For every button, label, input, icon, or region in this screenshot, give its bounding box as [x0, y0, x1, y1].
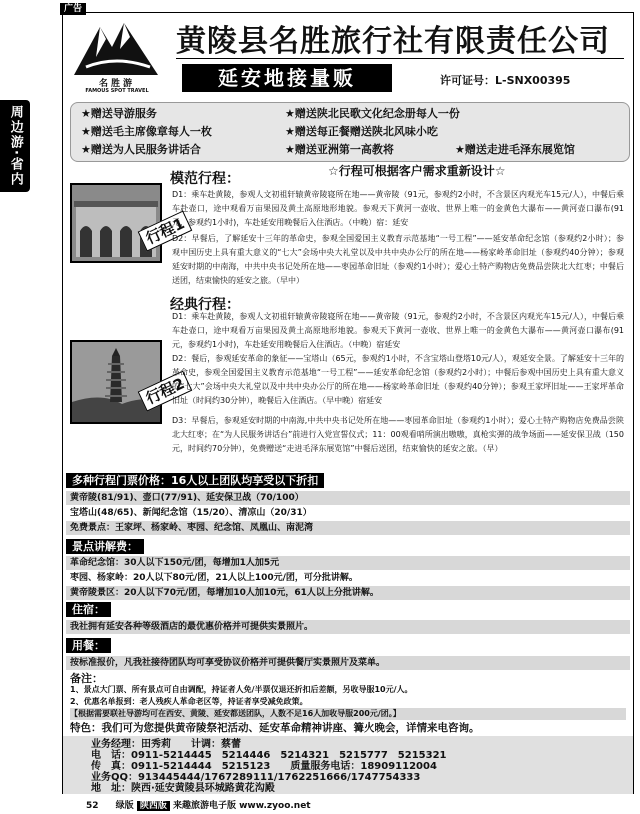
- ad-tag: 广告: [60, 3, 86, 15]
- stay-text: 我社拥有延安各种等级酒店的最优惠价格并可提供实景照片。: [66, 620, 630, 634]
- contact-fax[interactable]: 传 真：0911-5214444 5215123 质量服务电话：18909112004: [91, 761, 437, 772]
- stay-header-text: 住宿：: [66, 602, 111, 617]
- guide-row: 黄帝陵景区：20人以下70元/团，每增加10人加10元，61人以上分批讲解。: [66, 586, 630, 600]
- page-footer: [86, 800, 311, 812]
- plan2-day2: D2：餐后，参观延安革命的象征——宝塔山（65元，参观约1小时，不含宝塔山登塔10元/人），观延安全景。了解延安十三年的革命史，参观全国爱国主义教育示范基地“一号工程”——延安革命纪念馆（参观约2小时）；中餐后参观中国历史上具有重大意义的“七大”会场中央大礼堂以及中共中央办公厅的所在地——杨家岭革命旧址（参观约40分钟）；参观王家坪旧址——王家坪革命旧址（时间约30分钟），晚餐后入住酒店。（早中晚）宿延安: [172, 354, 624, 405]
- promo-item: ★赠送导游服务: [81, 107, 157, 120]
- promo-item: ★赠送走进毛泽东展览馆: [455, 143, 575, 156]
- stay-header: [66, 602, 111, 617]
- plan1-day1: D1：乘车赴黄陵，参观人文初祖轩辕黄帝陵寝所在地——黄帝陵（91元，参观约2小时，不含景区内观光车15元/人），中餐后乘车赴壶口，途中观看万亩果园及黄土高原地形地貌。参观天下黄河一壶收、世界上唯一的金黄色大瀑布——黄河壶口瀑布(91元，参观约1小时)，车赴延安用晚餐后入住酒店。（中晚）宿：延安: [172, 190, 624, 227]
- plan2-title: 经典行程：: [170, 297, 240, 313]
- contact-qq[interactable]: 业务QQ：913445444/1767289111/1762251666/1747754333: [91, 772, 421, 783]
- ticket-row: 黄帝陵(81/91)、壶口(77/91)、延安保卫战（70/100）: [66, 491, 630, 505]
- ticket-row: 免费景点：王家坪、杨家岭、枣园、纪念馆、凤凰山、南泥湾: [66, 521, 630, 535]
- promo-box: [70, 102, 630, 162]
- guide-row: 革命纪念馆：30人以下150元/团，每增加1人加5元: [66, 556, 630, 570]
- remark-item: 1、景点大门票、所有景点可自由调配，持证者人免/半票仅退还折扣后差额，另收导服10元/人。: [70, 685, 413, 694]
- guide-row: 枣园、杨家岭：20人以下80元/团，21人以上100元/团，可分批讲解。: [66, 571, 630, 585]
- logo-name: 名胜游: [98, 79, 135, 89]
- guide-header-text: 景点讲解费：: [66, 539, 144, 554]
- footer-site[interactable]: 来趣旅游电子版 www.zyoo.net: [172, 801, 311, 811]
- footer-label: 陕西版: [137, 801, 170, 811]
- promo-item: ★赠送毛主席像章每人一枚: [81, 125, 212, 138]
- license-number: 许可证号：L-SNX00395: [440, 74, 571, 87]
- contact-managers: 业务经理：田秀莉 计调：蔡蕾: [91, 739, 241, 750]
- remarks-header: 备注：: [70, 672, 103, 685]
- service-banner: 延安地接量贩: [182, 64, 392, 92]
- promo-item: ★赠送每正餐赠送陕北风味小吃: [285, 125, 438, 138]
- plan2-photo: [70, 340, 162, 424]
- contact-phone[interactable]: 电 话：0911-5214445 5214446 5214321 5215777 5215321: [91, 750, 447, 761]
- special-services: 特色：我们可为您提供黄帝陵祭祀活动、延安革命精神讲座、篝火晚会，详情来电咨询。: [70, 722, 480, 734]
- ticket-header: [66, 473, 324, 488]
- meal-text: 按标准报价，凡我社接待团队均可享受协议价格并可提供餐厅实景照片及菜单。: [66, 656, 630, 670]
- section-side-tab[interactable]: 周边游·省内: [0, 100, 30, 192]
- plan2-badge: 行程2: [138, 370, 193, 411]
- contact-address: 地 址：陕西·延安黄陵县环城路黄花沟殿: [91, 783, 275, 794]
- plan2-day3: D3：早餐后，参观延安时期的中南海,中共中央书记处所在地——枣园革命旧址（参观约1小时）；爱心土特产购物店免费品尝陕北大红枣；在“为人民服务讲话台”前进行入党宣誓仪式；11：00观看哨所演出嗷嗷，真枪实弹的战争场面——延安保卫战（150元，时间约70分钟），免费赠送“走进毛泽东展览馆”中餐后送团，结束愉快的延安之旅。（早）: [172, 416, 624, 453]
- promo-item: ★赠送陕北民歌文化纪念册每人一份: [285, 107, 460, 120]
- remark-item: 2、优惠名单报到：老人残疾人革命老区等，持证者享受减免政策。: [70, 697, 308, 706]
- plan2-day1: D1：乘车赴黄陵，参观人文初祖轩辕黄帝陵寝所在地——黄帝陵（91元，参观约2小时，不含景区内观光车15元/人），中餐后乘车赴壶口，途中观看万亩果园及黄土高原地形地貌。参观天下黄河一壶收、世界上唯一的金黄色大瀑布——黄河壶口瀑布(91元，参观约1小时)，车赴延安用晚餐后入住酒店。（中晚）宿延安: [172, 312, 624, 349]
- custom-design-note: ☆行程可根据客户需求重新设计☆: [328, 164, 506, 178]
- logo-en: FAMOUS SPOT TRAVEL: [85, 88, 149, 94]
- guide-header: [66, 539, 144, 554]
- plan1-title: 模范行程：: [170, 171, 240, 187]
- remark-item: 【根据需要联社导游均可在西安、黄陵、延安都送团队，人数不足16人加收导服200元/团。】: [70, 708, 626, 720]
- footer-section: 绿版: [115, 801, 134, 811]
- title-divider: [176, 58, 624, 59]
- plan1-badge: 行程1: [138, 210, 193, 251]
- ticket-row: 宝塔山(48/65)、新闻纪念馆（15/20）、清凉山（20/31）: [66, 506, 630, 520]
- page-number: 52: [86, 801, 99, 811]
- promo-item: ★赠送为人民服务讲话合: [81, 143, 201, 156]
- meal-header-text: 用餐：: [66, 638, 111, 653]
- company-name: 黄陵县名胜旅行社有限责任公司: [176, 24, 610, 59]
- promo-item: ★赠送亚洲第一高教将: [285, 143, 394, 156]
- meal-header: [66, 638, 111, 653]
- contact-box: [63, 736, 633, 794]
- ticket-header-text: 多种行程门票价格：16人以上团队均享受以下折扣: [66, 473, 324, 488]
- plan1-day2: D2：早餐后，了解延安十三年的革命史，参观全国爱国主义教育示范基地“一号工程”——延安革命纪念馆（参观约2小时）；参观中国历史上具有重大意义的“七大”会场中央大礼堂以及中共中央办公厅的所在地——杨家岭革命旧址（参观约40分钟）；参观延安时期的中南海，中共中央书记处所在地——枣园革命旧址（参观约1小时）；爱心土特产购物店免费品尝陕北大红枣；中餐后送团，结束愉快的延安之旅。（早中）: [172, 234, 624, 285]
